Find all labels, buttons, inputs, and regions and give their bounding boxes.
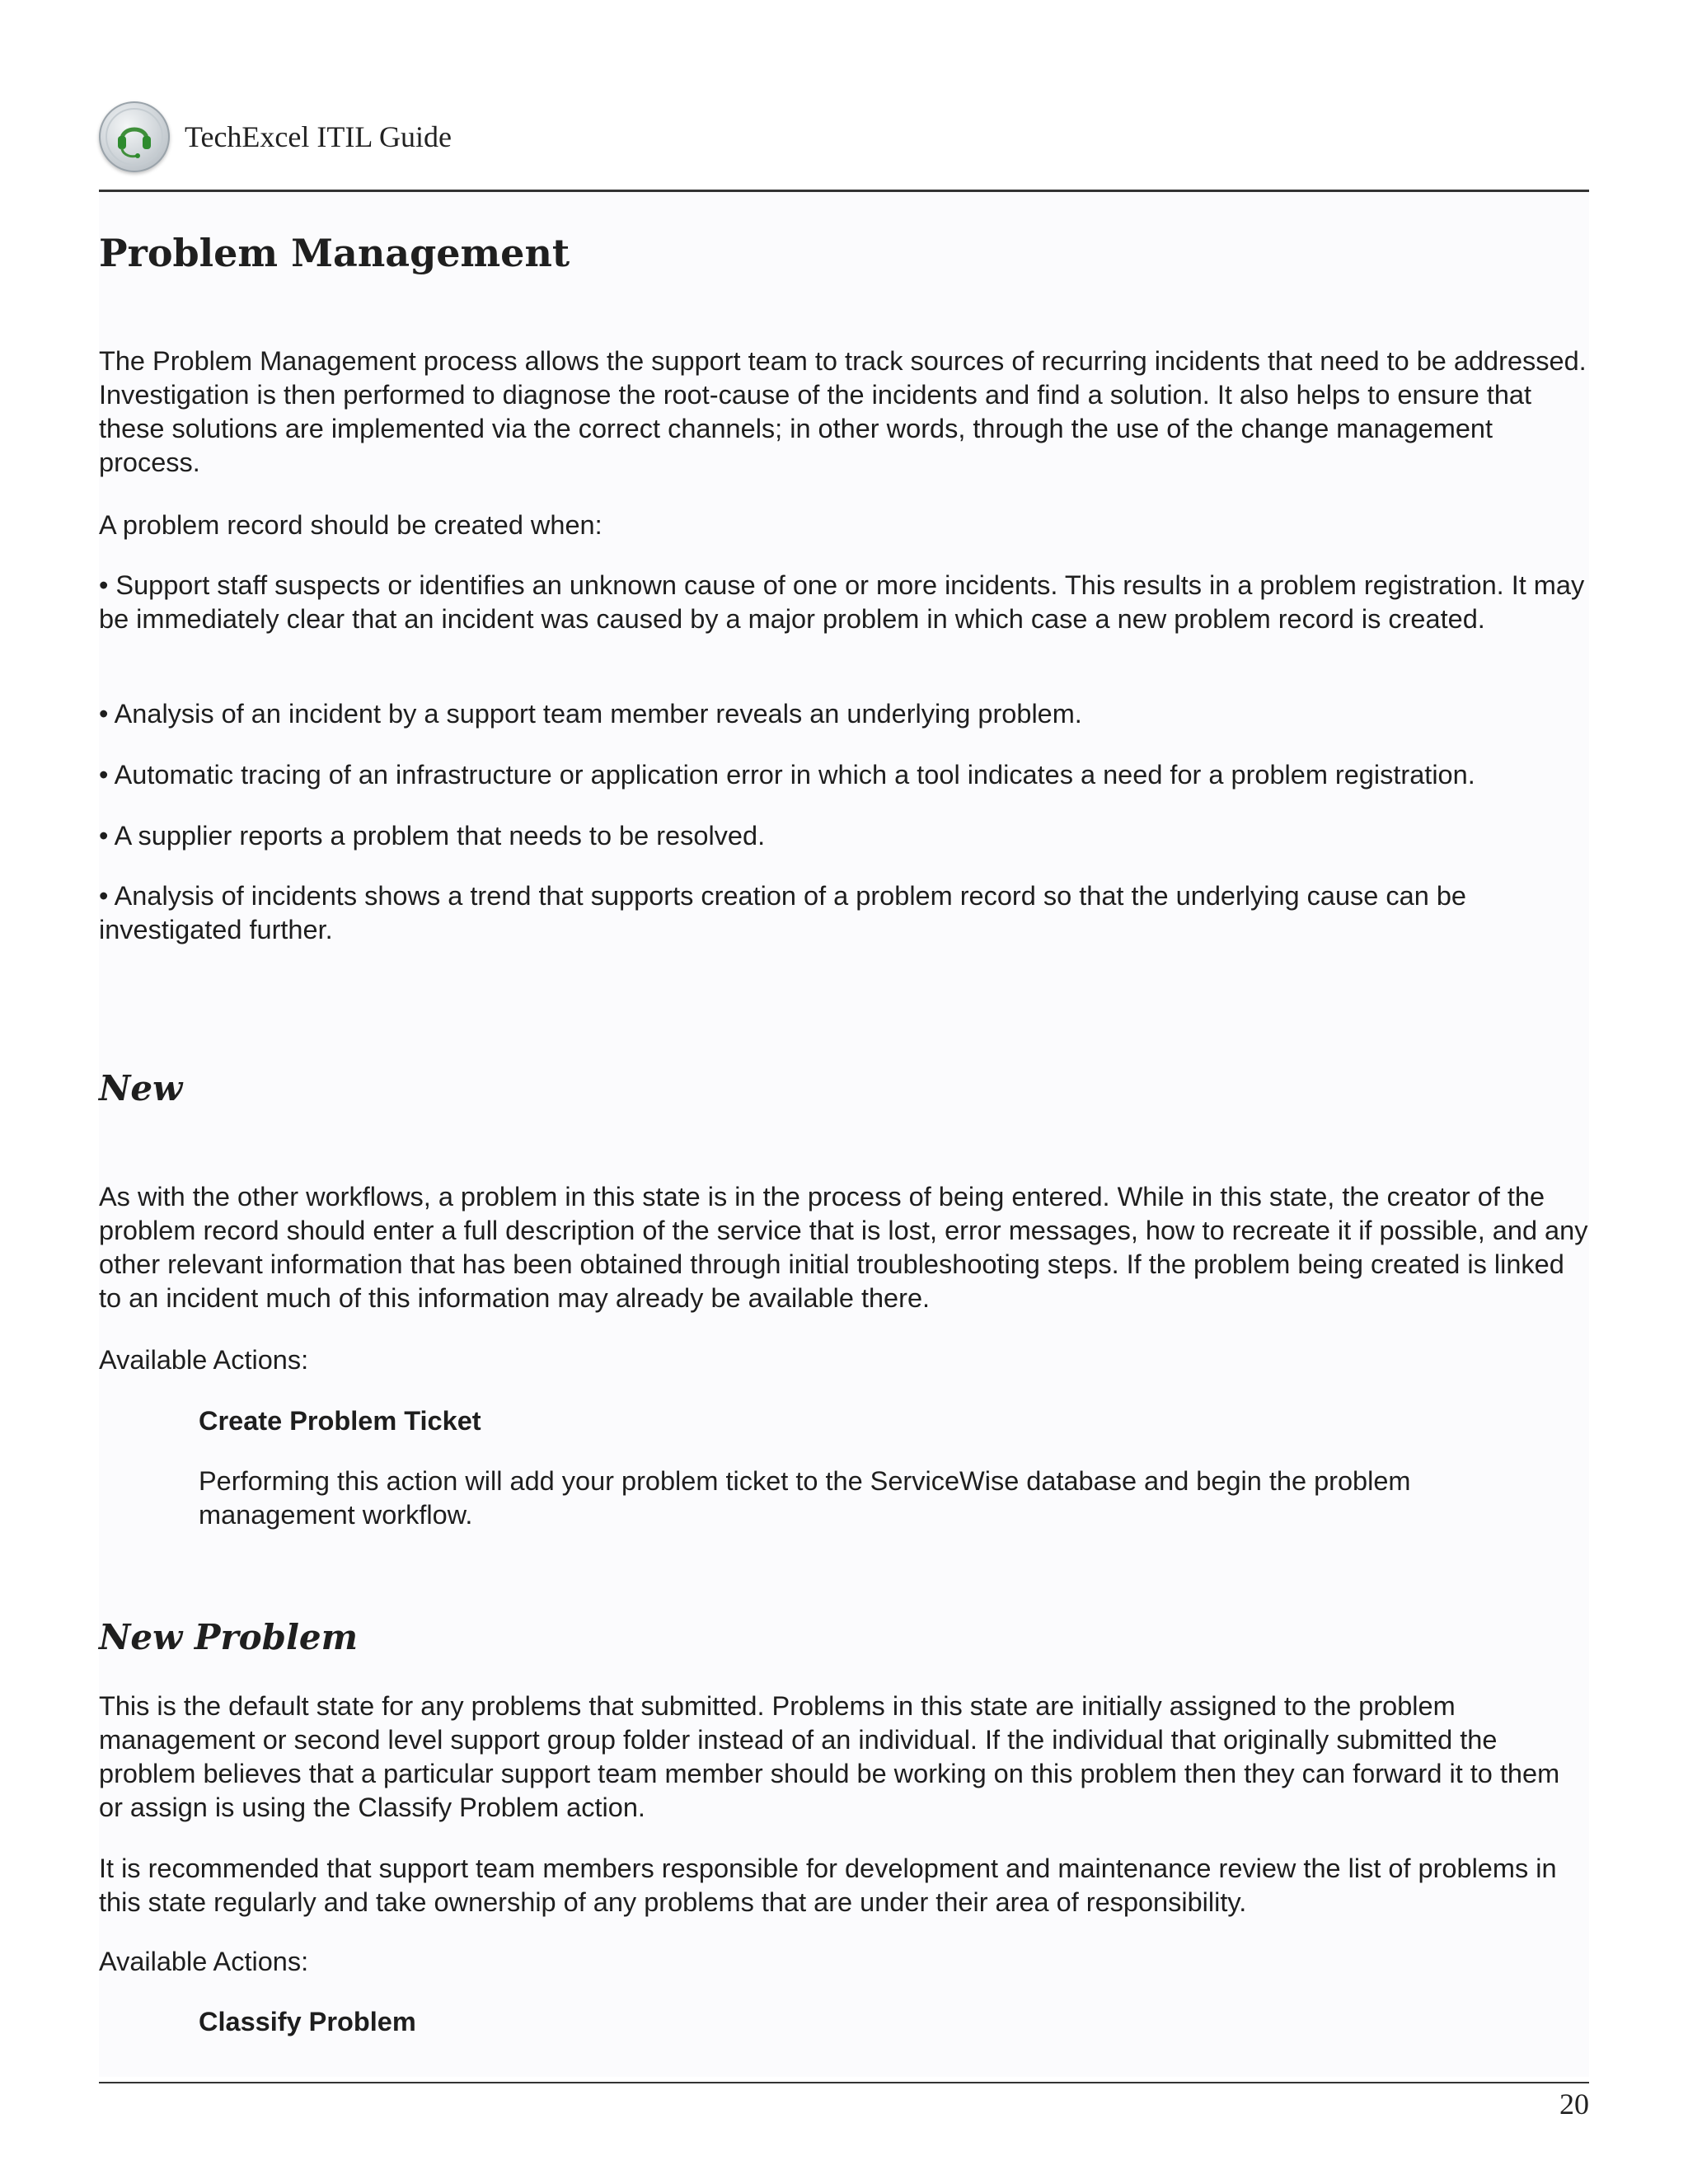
action-title-classify-problem: Classify Problem — [199, 2007, 416, 2036]
new-section-paragraph: As with the other workflows, a problem in this state is in the process of being entered. While in this state, the creator of the problem record should enter a full description of the service that is lost, error messages, how to recreate it if possible, and any other relevant information that has been obtained through initial troubleshooting steps. If the problem being created is linked to an incident much of this information may already be available there. — [99, 1182, 1588, 1313]
new-problem-recommendation: It is recommended that support team members responsible for development and maintenance review the list of problems in this state regularly and take ownership of any problems that are under their area of responsibility. — [99, 1854, 1557, 1917]
page-number: 20 — [1559, 2088, 1589, 2121]
page-header — [99, 99, 452, 175]
footer-divider — [99, 2082, 1589, 2083]
section-heading-new: New — [99, 1068, 183, 1108]
available-actions-label: Available Actions: — [99, 1345, 309, 1375]
bullet-item: • Support staff suspects or identifies an unknown cause of one or more incidents. This results in a problem registration. It may be immediately clear that an incident was caused by a major problem in which case a new problem record is created. — [99, 570, 1585, 634]
section-heading-new-problem: New Problem — [99, 1617, 359, 1657]
bullet-item: • Analysis of an incident by a support team member reveals an underlying problem. — [99, 699, 1082, 729]
document-title: TechExcel ITIL Guide — [185, 120, 452, 153]
page-title: Problem Management — [99, 231, 570, 275]
headset-logo-icon — [99, 101, 170, 172]
action-title-create-problem-ticket: Create Problem Ticket — [199, 1406, 481, 1436]
bullet-item: • A supplier reports a problem that needs to be resolved. — [99, 821, 766, 851]
header-divider — [99, 190, 1589, 192]
action-description: Performing this action will add your problem ticket to the ServiceWise database and begin the problem management workflow. — [199, 1466, 1411, 1530]
new-problem-paragraph: This is the default state for any problems that submitted. Problems in this state are initially assigned to the problem management or second level support group folder instead of an individual. If the individual that originally submitted the problem believes that a particular support team member should be working on this problem then they can forward it to them or assign is using the Classify Problem action. — [99, 1691, 1560, 1822]
bullet-item: • Analysis of incidents shows a trend that supports creation of a problem record so that the underlying cause can be investigated further. — [99, 881, 1466, 944]
intro-paragraph: The Problem Management process allows the support team to track sources of recurring incidents that need to be addressed. Investigation is then performed to diagnose the root-cause of the incidents and find a solution. It also helps to ensure that these solutions are implemented via the correct channels; in other words, through the use of the change management process. — [99, 346, 1587, 477]
available-actions-label: Available Actions: — [99, 1947, 309, 1976]
intro-lead: A problem record should be created when: — [99, 510, 603, 540]
bullet-item: • Automatic tracing of an infrastructure or application error in which a tool indicates a need for a problem registration. — [99, 760, 1475, 790]
